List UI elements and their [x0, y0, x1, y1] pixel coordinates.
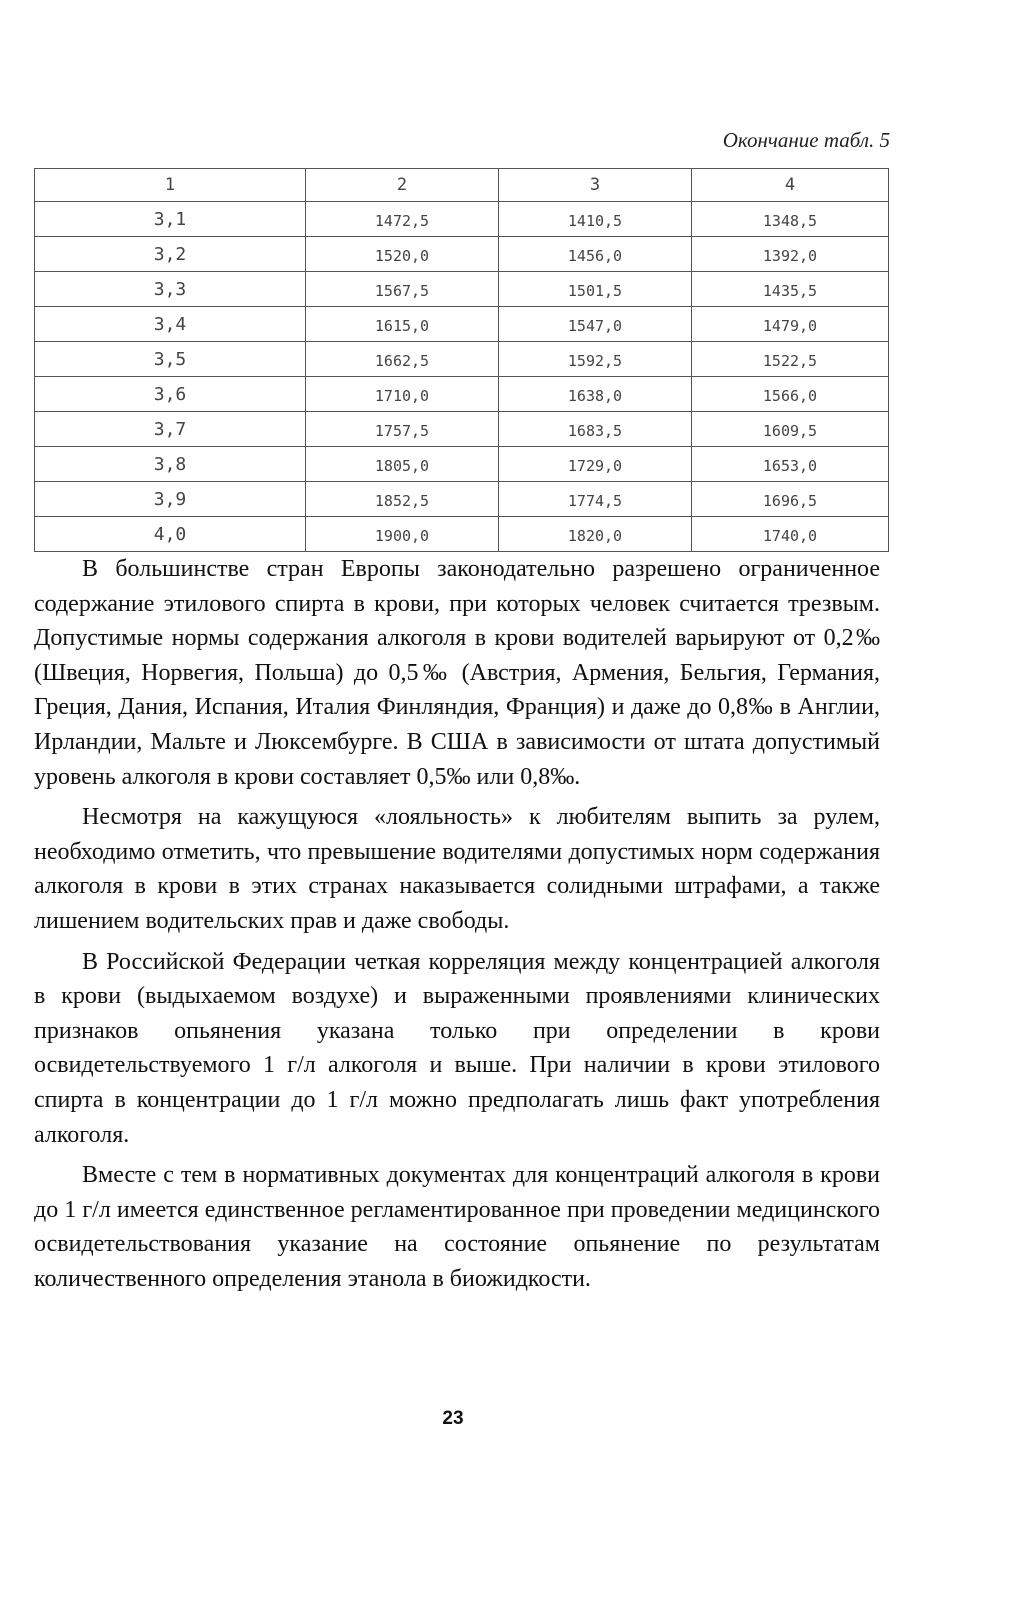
paragraph: В Российской Федерации четкая корреляция между концентрацией алкоголя в крови (выдыхаемом воздухе) и выраженными проявлениями клинических признаков опьянения указана только при определении в крови освидетельствуемого 1 г/л алкоголя и выше. При наличии в крови этилового спирта в концентрации до 1 г/л можно предполагать лишь факт употребления алкоголя.: [34, 948, 880, 1148]
table-cell: 1653,0: [692, 447, 889, 482]
table-cell: 3,6: [35, 377, 306, 412]
table-cell: 3,4: [35, 307, 306, 342]
table-cell: 3,3: [35, 272, 306, 307]
table-cell: 1740,0: [692, 517, 889, 552]
table-row: [35, 447, 889, 482]
table-cell: 1820,0: [499, 517, 692, 552]
table-cell: 1852,5: [306, 482, 499, 517]
table-cell: 4,0: [35, 517, 306, 552]
table-cell: 1472,5: [306, 202, 499, 237]
table-cell: 1662,5: [306, 342, 499, 377]
table-row: [35, 202, 889, 237]
table-cell: 1592,5: [499, 342, 692, 377]
paragraph: Вместе с тем в нормативных документах для концентраций алкоголя в крови до 1 г/л имеется единственное регламентированное при проведении медицинского освидетельствования указание на состояние опьянение по результатам количественного определения этанола в биожидкости.: [34, 1162, 880, 1292]
table-cell: 1567,5: [306, 272, 499, 307]
table-cell: 1683,5: [499, 412, 692, 447]
table-cell: 1520,0: [306, 237, 499, 272]
table-body: [35, 202, 889, 552]
page-number: 23: [442, 1408, 464, 1429]
table-row: [35, 482, 889, 517]
table-row: [35, 307, 889, 342]
table-cell: 1435,5: [692, 272, 889, 307]
paragraph: В большинстве стран Европы законодательно разрешено ограниченное содержание этилового спирта в крови, при которых человек считается трезвым. Допустимые нормы содержания алкоголя в крови водителей варьируют от 0,2‰ (Швеция, Норвегия, Польша) до 0,5‰ (Австрия, Армения, Бельгия, Германия, Греция, Дания, Испания, Италия Финляндия, Франция) и даже до 0,8‰ в Англии, Ирландии, Мальте и Люксембурге. В США в зависимости от штата допустимый уровень алкоголя в крови составляет 0,5‰ или 0,8‰.: [34, 556, 880, 790]
table-cell: 3,8: [35, 447, 306, 482]
table-row: [35, 237, 889, 272]
data-table: [34, 168, 889, 552]
table-cell: 1900,0: [306, 517, 499, 552]
table-row: [35, 517, 889, 552]
table-cell: 1729,0: [499, 447, 692, 482]
column-header: 3: [499, 169, 692, 202]
table-cell: 3,2: [35, 237, 306, 272]
table-cell: 1392,0: [692, 237, 889, 272]
body-text: [34, 552, 880, 1302]
table-header-row: [35, 169, 889, 202]
table-cell: 3,7: [35, 412, 306, 447]
table-cell: 1479,0: [692, 307, 889, 342]
table-cell: 1710,0: [306, 377, 499, 412]
paragraph: Несмотря на кажущуюся «лояльность» к любителям выпить за рулем, необходимо отметить, что превышение водителями допустимых норм содержания алкоголя в крови в этих странах наказывается солидными штрафами, а также лишением водительских прав и даже свободы.: [34, 804, 880, 934]
table-cell: 1696,5: [692, 482, 889, 517]
table-caption: Окончание табл. 5: [722, 128, 890, 152]
column-header: 2: [306, 169, 499, 202]
column-header: 4: [692, 169, 889, 202]
table-cell: 1348,5: [692, 202, 889, 237]
table-cell: 3,1: [35, 202, 306, 237]
table-row: [35, 342, 889, 377]
table-row: [35, 272, 889, 307]
table-cell: 1410,5: [499, 202, 692, 237]
table-cell: 1547,0: [499, 307, 692, 342]
table-cell: 1566,0: [692, 377, 889, 412]
table-cell: 3,5: [35, 342, 306, 377]
table-row: [35, 412, 889, 447]
table-cell: 1757,5: [306, 412, 499, 447]
table-cell: 1805,0: [306, 447, 499, 482]
table-cell: 1638,0: [499, 377, 692, 412]
column-header: 1: [35, 169, 306, 202]
table-cell: 1609,5: [692, 412, 889, 447]
table-cell: 1522,5: [692, 342, 889, 377]
table-cell: 3,9: [35, 482, 306, 517]
table-cell: 1615,0: [306, 307, 499, 342]
table-row: [35, 377, 889, 412]
table-cell: 1501,5: [499, 272, 692, 307]
table-cell: 1456,0: [499, 237, 692, 272]
table-cell: 1774,5: [499, 482, 692, 517]
